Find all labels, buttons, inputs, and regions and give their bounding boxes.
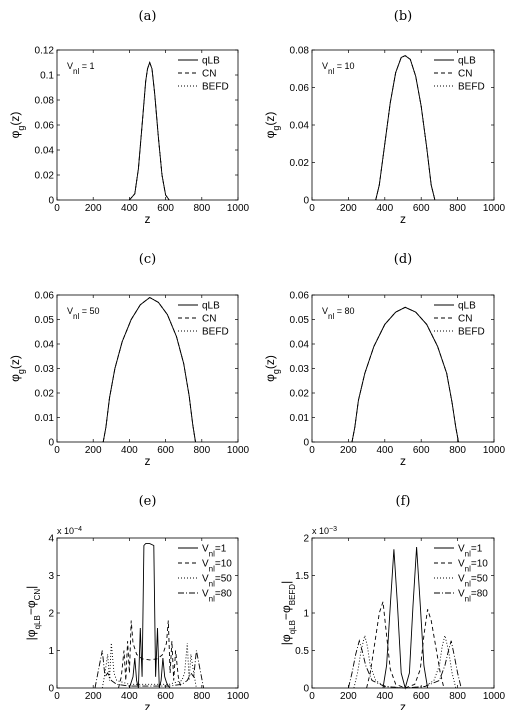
y-tick-label: 0.12 [34, 45, 54, 57]
y-tick-label: 0.01 [34, 413, 54, 424]
x-tick-label: 1000 [482, 203, 506, 214]
legend-label: qLB [458, 55, 476, 67]
x-tick-label: 800 [193, 203, 211, 214]
series-line-3 [352, 307, 459, 442]
legend-label: CN [458, 313, 473, 325]
y-tick-label: 0.02 [34, 388, 54, 400]
legend-label: BEFD [202, 81, 229, 93]
panel-title: (f) [395, 494, 411, 509]
plot-frame [312, 538, 494, 688]
y-tick-label: 0.05 [34, 315, 54, 326]
y-axis-label: $\varphi_g(z)$ [263, 111, 281, 139]
panel-title: (b) [393, 9, 413, 24]
series-line-1 [376, 56, 435, 200]
x-tick-label: 400 [376, 445, 394, 456]
panel-e [24, 494, 250, 710]
x-tick-label: 0 [309, 203, 315, 214]
x-tick-label: 200 [84, 691, 102, 702]
x-tick-label: 600 [412, 691, 430, 702]
y-tick-label: 0.06 [289, 83, 309, 94]
y-axis-label: $|\varphi_{qLB}-\varphi_{CN}|$ [24, 585, 42, 641]
x-axis-label: z [144, 212, 151, 226]
y-tick-label: 0.04 [34, 339, 54, 351]
y-tick-label: 0 [303, 683, 309, 695]
x-tick-label: 200 [84, 203, 102, 214]
y-tick-label: 0.06 [34, 120, 54, 132]
series-line-4 [95, 651, 204, 689]
x-tick-label: 400 [121, 445, 138, 456]
series-line-1 [103, 298, 195, 443]
series-line-2 [103, 298, 195, 443]
panel-f [279, 494, 506, 710]
x-tick-label: 800 [449, 691, 466, 702]
legend-label: BEFD [202, 326, 229, 338]
axis-multiplier: x $10^{-3}$ [312, 525, 337, 536]
y-tick-label: 0.02 [34, 170, 54, 182]
x-tick-label: 600 [157, 203, 174, 214]
y-tick-label: 0 [48, 437, 54, 449]
x-tick-label: 1000 [482, 691, 506, 702]
y-tick-label: 0.08 [289, 45, 309, 57]
x-tick-label: 200 [84, 445, 102, 456]
legend-label: BEFD [458, 326, 485, 338]
panel-d [263, 252, 506, 468]
legend-label: $V_{nl}=80$ [202, 588, 232, 603]
axis-multiplier: x $10^{-4}$ [57, 525, 82, 536]
y-tick-label: 2 [303, 533, 309, 545]
x-axis-label: z [400, 212, 406, 226]
y-tick-label: 0.5 [295, 646, 309, 657]
legend-label: CN [458, 68, 473, 80]
series-line-3 [354, 636, 456, 689]
series-line-3 [103, 298, 195, 443]
y-tick-label: 0.06 [34, 290, 54, 302]
y-tick-label: 0.01 [289, 413, 309, 424]
y-tick-label: 1 [303, 608, 309, 620]
panel-c [8, 252, 250, 468]
y-tick-label: 0.06 [289, 290, 309, 302]
x-tick-label: 1000 [482, 445, 506, 456]
legend-label: qLB [458, 300, 476, 312]
legend-label: $V_{nl}=10$ [458, 558, 488, 573]
legend-label: $V_{nl}=1$ [202, 543, 227, 558]
legend-label: qLB [202, 55, 220, 67]
x-tick-label: 1000 [226, 691, 250, 702]
y-axis-label: $\varphi_g(z)$ [263, 355, 281, 382]
x-tick-label: 1000 [226, 445, 250, 456]
y-tick-label: 0.04 [34, 145, 54, 157]
y-tick-label: 0.03 [34, 364, 54, 375]
y-tick-label: 0 [48, 195, 54, 207]
y-tick-label: 0.02 [289, 158, 309, 169]
x-axis-label: z [144, 454, 151, 468]
legend-label: BEFD [458, 81, 485, 93]
legend-label: $V_{nl}=10$ [202, 558, 232, 573]
panel-title: (c) [138, 252, 157, 267]
y-tick-label: 1.5 [295, 571, 309, 582]
x-tick-label: 200 [340, 445, 357, 456]
y-tick-label: 1 [48, 646, 54, 657]
x-tick-label: 600 [412, 203, 430, 214]
panel-a [8, 9, 250, 226]
y-tick-label: 2 [48, 608, 54, 620]
x-tick-label: 800 [193, 691, 211, 702]
x-tick-label: 600 [157, 445, 174, 456]
series-line-2 [376, 56, 435, 200]
panel-b [263, 9, 506, 226]
y-tick-label: 0 [303, 195, 309, 207]
legend-label: $V_{nl}=50$ [458, 573, 488, 588]
series-line-2 [367, 602, 444, 688]
y-tick-label: 0.04 [289, 120, 309, 132]
legend-label: CN [202, 68, 217, 80]
series-line-1 [352, 307, 459, 442]
panel-title: (a) [138, 9, 157, 24]
series-line-2 [352, 307, 459, 442]
vnl-annotation: $V_{nl} = 50$ [67, 306, 100, 321]
y-tick-label: 3 [48, 571, 54, 582]
series-line-4 [348, 641, 461, 688]
y-tick-label: 4 [48, 533, 54, 545]
legend-label: CN [202, 313, 217, 325]
panel-title: (d) [393, 252, 413, 267]
series-line-3 [129, 63, 169, 201]
y-tick-label: 0.08 [34, 95, 54, 107]
y-axis-label: $\varphi_g(z)$ [8, 111, 26, 139]
vnl-annotation: $V_{nl} = 10$ [322, 61, 355, 76]
x-axis-label: z [400, 454, 406, 468]
y-tick-label: 0.02 [289, 388, 309, 400]
x-tick-label: 1000 [226, 203, 250, 214]
x-tick-label: 800 [449, 203, 466, 214]
y-tick-label: 0 [48, 683, 54, 695]
plot-frame [57, 538, 238, 688]
x-tick-label: 400 [376, 691, 394, 702]
y-axis-label: $|\varphi_{qLB}-\varphi_{BEFD}|$ [279, 580, 297, 646]
x-tick-label: 800 [193, 445, 211, 456]
y-tick-label: 0.05 [289, 315, 309, 326]
y-tick-label: 0 [303, 437, 309, 449]
x-tick-label: 200 [340, 691, 357, 702]
vnl-annotation: $V_{nl} = 80$ [322, 306, 355, 321]
y-axis-label: $\varphi_g(z)$ [8, 355, 26, 382]
x-tick-label: 0 [54, 691, 60, 702]
vnl-annotation: $V_{nl} = 1$ [67, 61, 95, 76]
legend-label: $V_{nl}=1$ [458, 543, 483, 558]
series-line-3 [102, 643, 196, 688]
y-tick-label: 0.03 [289, 364, 309, 375]
x-tick-label: 400 [376, 203, 394, 214]
x-tick-label: 0 [309, 445, 315, 456]
legend-label: qLB [202, 300, 220, 312]
panel-title: (e) [138, 494, 157, 509]
y-tick-label: 0.1 [40, 70, 54, 82]
x-tick-label: 0 [309, 691, 315, 702]
series-line-3 [376, 56, 435, 200]
series-line-1 [129, 544, 170, 688]
x-tick-label: 600 [412, 445, 430, 456]
legend-label: $V_{nl}=50$ [202, 573, 232, 588]
series-line-2 [119, 621, 182, 689]
x-axis-label: z [144, 700, 151, 710]
x-tick-label: 0 [54, 203, 60, 214]
x-axis-label: z [400, 700, 406, 710]
x-tick-label: 800 [449, 445, 466, 456]
x-tick-label: 600 [157, 691, 174, 702]
x-tick-label: 200 [340, 203, 357, 214]
y-tick-label: 0.04 [289, 339, 309, 351]
x-tick-label: 400 [121, 203, 138, 214]
legend-label: $V_{nl}=80$ [458, 588, 488, 603]
x-tick-label: 400 [121, 691, 138, 702]
x-tick-label: 0 [54, 445, 60, 456]
